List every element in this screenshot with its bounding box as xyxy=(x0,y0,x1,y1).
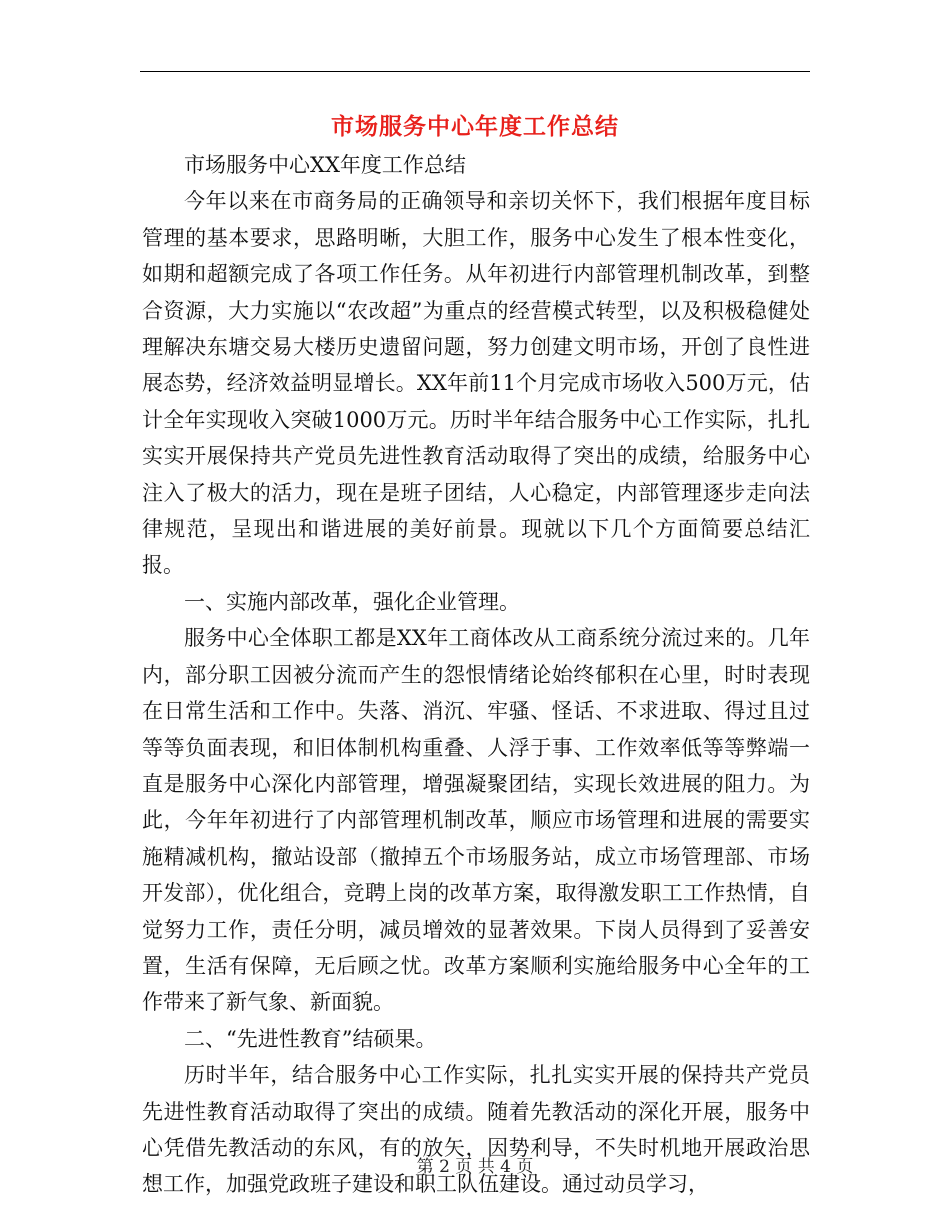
paragraph-section-1: 服务中心全体职工都是XX年工商体改从工商系统分流过来的。几年内，部分职工因被分流而产生的怨恨情绪论始终郁积在心里，时时表现在日常生活和工作中。失落、消沉、牢骚、怪话、不求进取、得过且过等等负面表现，和旧体制机构重叠、人浮于事、工作效率低等等弊端一直是服务中心深化内部管理，增强凝聚团结，实现长效进展的阻力。为此，今年年初进行了内部管理机制改革，顺应市场管理和进展的需要实施精减机构，撤站设部（撤掉五个市场服务站，成立市场管理部、市场开发部），优化组合，竞聘上岗的改革方案，取得激发职工工作热情，自觉努力工作，责任分明，减员增效的显著效果。下岗人员得到了妥善安置，生活有保障，无后顾之忧。改革方案顺利实施给服务中心全年的工作带来了新气象、新面貌。 xyxy=(142,626,810,1015)
section-heading-2: 二、“先进性教育”结硕果。 xyxy=(184,1026,437,1051)
page-number-footer: 第 2 页 共 4 页 xyxy=(416,1157,534,1177)
header-rule xyxy=(140,71,810,72)
paragraph-subtitle: 市场服务中心XX年度工作总结 xyxy=(184,153,466,177)
paragraph-section-2: 历时半年，结合服务中心工作实际，扎扎实实开展的保持共产党员先进性教育活动取得了突出的成绩。随着先教活动的深化开展，服务中心凭借先教活动的东风，有的放矢，因势利导，不失时机地开展政治思想工作，加强党政班子建设和职工队伍建设。通过动员学习， xyxy=(142,1063,810,1197)
paragraph-intro: 今年以来在市商务局的正确领导和亲切关怀下，我们根据年度目标管理的基本要求，思路明晰，大胆工作，服务中心发生了根本性变化，如期和超额完成了各项工作任务。从年初进行内部管理机制改革，到整合资源，大力实施以“农改超”为重点的经营模式转型，以及积极稳健处理解决东塘交易大楼历史遗留问题，努力创建文明市场，开创了良性进展态势，经济效益明显增长。XX年前11个月完成市场收入500万元，估计全年实现收入突破1000万元。历时半年结合服务中心工作实际，扎扎实实开展保持共产党员先进性教育活动取得了突出的成绩，给服务中心注入了极大的活力，现在是班子团结，人心稳定，内部管理逐步走向法律规范，呈现出和谐进展的美好前景。现就以下几个方面简要总结汇报。 xyxy=(142,189,810,578)
section-heading-1: 一、实施内部改革，强化企业管理。 xyxy=(184,589,520,614)
document-title: 市场服务中心年度工作总结 xyxy=(331,113,619,140)
document-body xyxy=(142,147,810,1203)
